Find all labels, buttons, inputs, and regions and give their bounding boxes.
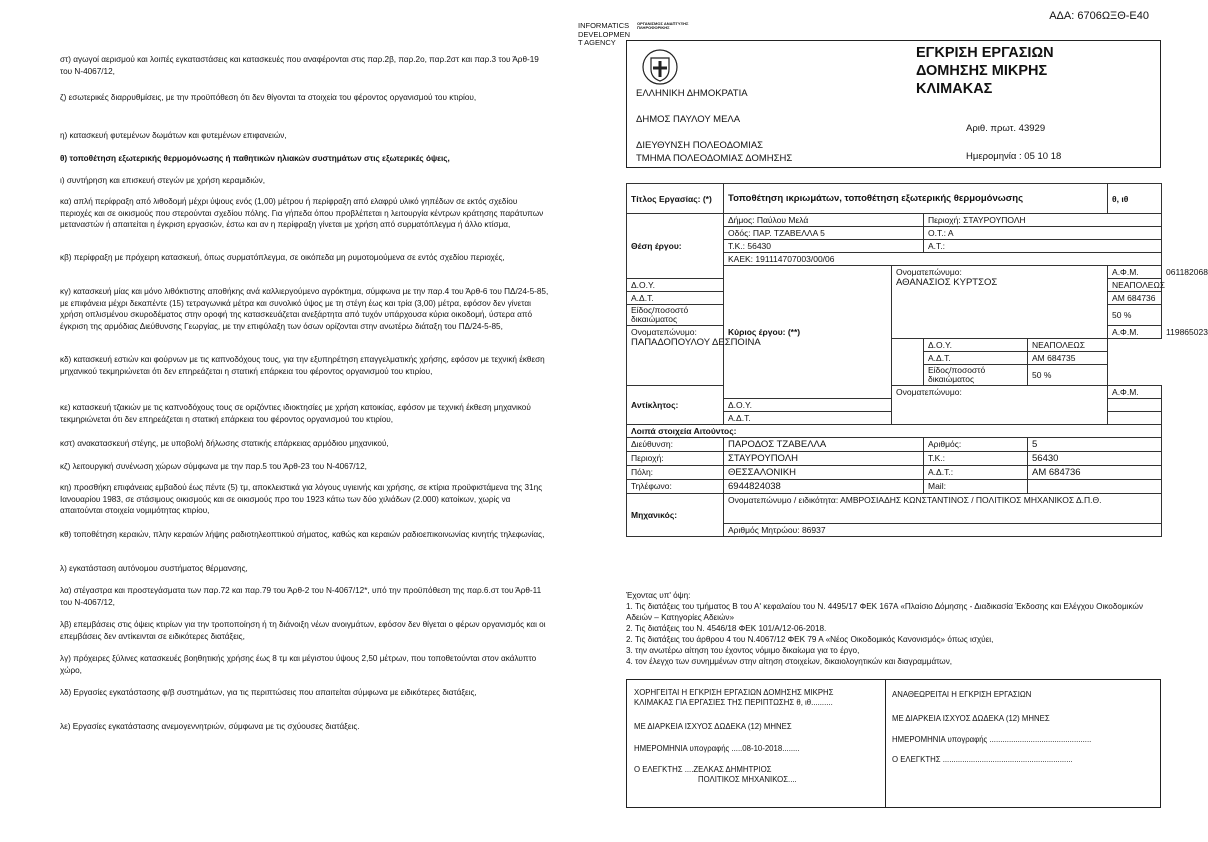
permitted-work-item: κδ) κατασκευή εστιών και φούρνων με τις καπνοδόχους τους, για την εξυπηρέτηση επαγγελματικής χρήσης, εφόσον με τεχνική έκθεση μηχανικού τεκμηριώνεται ότι δεν επηρεάζεται η στατική επάρκεια του φέροντος οργανισμού του κτιρίου, (60, 355, 545, 376)
logo-line: INFORMATICS (578, 21, 630, 30)
phone-label: Τηλέφωνο: (627, 480, 724, 494)
owner2-share: 50 % (1028, 365, 1108, 386)
municipality-cell: Δήμος: Παύλου Μελά (724, 214, 924, 227)
representative-label: Αντίκλητος: (627, 386, 724, 425)
engineer-name: Ονοματεπώνυμο / ειδικότητα: ΑΜΒΡΟΣΙΑΔΗΣ ΚΩΝΣΤΑΝΤΙΝΟΣ / ΠΟΛΙΤΙΚΟΣ ΜΗΧΑΝΙΚΟΣ Δ.Π.Θ. (724, 494, 1162, 524)
at-cell: Α.Τ.: (924, 240, 1162, 253)
area-cell: Περιοχή: ΣΤΑΥΡΟΥΠΟΛΗ (924, 214, 1162, 227)
revision-text: ΑΝΑΘΕΩΡΕΙΤΑΙ Η ΕΓΚΡΙΣΗ ΕΡΓΑΣΙΩΝ (892, 690, 1032, 699)
mail-value (1028, 480, 1162, 494)
permitted-work-item: λγ) πρόχειρες ξύλινες κατασκευές βοηθητικής χρήσης έως 8 τμ και μέγιστου ύψους 2,50 μέτρων, που τοποθετούνται στον ακάλυπτο χώρο, (60, 654, 537, 675)
city-value: ΘΕΣΣΑΛΟΝΙΚΗ (724, 466, 924, 480)
note-line: 4. τον έλεγχο των συνημμένων στην αίτηση στοιχείων, δικαιολογητικών και διαγραμμάτων, (626, 657, 953, 666)
owner2-name-label: Ονοματεπώνυμο: (631, 327, 697, 337)
owner2-doy-label: Δ.Ο.Υ. (924, 339, 1028, 352)
revision-inspector: Ο ΕΛΕΓΚΤΗΣ ............................................................ (892, 755, 1073, 764)
permitted-work-item: λδ) Εργασίες εγκατάστασης φ/β συστημάτων, για τις περιπτώσεις που απαιτείται σύμφωνα με ειδικότερες διατάξεις, (60, 688, 477, 697)
number-value: 5 (1028, 438, 1162, 452)
permitted-work-item: κε) κατασκευή τζακιών με τις καπνοδόχους τους σε οριζόντιες ιδιοκτησίες με χρήση κατοικίας, εφόσον με τεχνική έκθεση μηχανικού τεκμηριώνεται ότι δεν επηρεάζεται η στατική επάρκεια του φέροντος οργανισμού του κτιρίου, (60, 403, 531, 424)
title-value: Τοποθέτηση ικριωμάτων, τοποθέτηση εξωτερικής θερμομόνωσης (724, 184, 1108, 214)
owner2-doy: ΝΕΑΠΟΛΕΩΣ (1028, 339, 1108, 352)
owner1-adt-label: Α.Δ.Τ. (627, 292, 724, 305)
adt2-value: ΑΜ 684736 (1028, 466, 1162, 480)
note-line: 3. την ανωτέρω αίτηση του έχοντος νόμιμο δικαίωμα για το έργο, (626, 646, 860, 655)
rep-doy-value (1108, 399, 1162, 412)
rep-doy-label: Δ.Ο.Υ. (724, 399, 892, 412)
permitted-work-item: λα) στέγαστρα και προστεγάσματα των παρ.72 και παρ.79 του Άρθ-2 του Ν-4067/12*, υπό την προϋπόθεση της παρ.6.στ του Άρθ-11 του Ν-4067/12, (60, 586, 542, 607)
tk-label: Τ.Κ.: (924, 452, 1028, 466)
greek-emblem-icon (640, 48, 680, 86)
owner2-adt: ΑΜ 684735 (1028, 352, 1108, 365)
city-label: Πόλη: (627, 466, 724, 480)
approval-inspector-title: ΠΟΛΙΤΙΚΟΣ ΜΗΧΑΝΙΚΟΣ.... (698, 775, 797, 784)
owner-label: Κύριος έργου: (**) (724, 266, 892, 399)
department-label: ΤΜΗΜΑ ΠΟΛΕΟΔΟΜΙΑΣ ΔΟΜΗΣΗΣ (636, 153, 793, 164)
title-line: ΕΓΚΡΙΣΗ ΕΡΓΑΣΙΩΝ (916, 45, 1054, 61)
permitted-work-item: στ) αγωγοί αερισμού και λοιπές εγκαταστάσεις και κατασκευές που αναφέρονται στις παρ.2β, παρ.2ο, παρ.2στ και παρ.3 του Άρθ-19 του Ν-4067/12, (60, 55, 539, 76)
municipality-label: ΔΗΜΟΣ ΠΑΥΛΟΥ ΜΕΛΑ (636, 114, 741, 125)
other-info-label: Λοιπά στοιχεία Αιτούντος: (627, 425, 1162, 438)
application-table: Τίτλος Εργασίας: (*) Τοποθέτηση ικριωμάτων, τοποθέτηση εξωτερικής θερμομόνωσης θ, ιθ Θέση έργου: Δήμος: Παύλου Μελά Περιοχή: ΣΤΑΥΡΟΥΠΟΛΗ Οδός: ΠΑΡ. ΤΖΑΒΕΛΛΑ 5 Ο.Τ.: Α Τ.Κ.: 56430 Α.Τ.: ΚΑΕΚ: 191114707003/00/06 Κύριος έργου: (**) Ονοματεπώνυμο: ΑΘΑΝΑΣΙΟΣ ΚΥΡΤΣΟΣ Α.Φ.Μ. 061182068 Δ.Ο.Υ. ΝΕΑΠΟΛΕΩΣ Α.Δ.Τ. ΑΜ 684736 Είδος/ποσοστό δικαιώματος 50 % Ονοματεπώνυμο: ΠΑΠΑΔΟΠΟΥΛΟΥ ΔΕΣΠΟΙΝΑ Α.Φ.Μ. 119865023 Δ.Ο.Υ. ΝΕΑΠΟΛΕΩΣ Α.Δ.Τ. ΑΜ 684735 Είδος/ποσοστό δικαιώματος 50 % Αντίκλητος: Ονοματεπώνυμο: Α.Φ.Μ. Δ.Ο.Υ. Α.Δ.Τ. Λοιπά στοιχεία Αιτούντος: Διεύθυνση: ΠΑΡΟΔΟΣ ΤΖΑΒΕΛΛΑ Αριθμός: 5 Περιοχή: ΣΤΑΥΡΟΥΠΟΛΗ Τ.Κ.: 56430 Πόλη: ΘΕΣΣΑΛΟΝΙΚΗ Α.Δ.Τ.: ΑΜ 684736 Τηλέφωνο: 6944824038 Mail: Μηχανικός: Ονοματεπώνυμο / ειδικότητα: ΑΜΒΡΟΣΙΑΔΗΣ ΚΩΝΣΤΑΝΤΙΝΟΣ / ΠΟΛΙΤΙΚΟΣ ΜΗΧΑΝΙΚΟΣ Δ.Π.Θ. Αριθμός Μητρώου: 86937 (626, 183, 1162, 537)
owner1-share-label: Είδος/ποσοστό δικαιώματος (627, 305, 724, 326)
permitted-work-item: κγ) κατασκευή μίας και μόνο λιθόκτιστης αποθήκης ανά καλλιεργούμενο αγρόκτημα, σύμφωνα με την παρ.4 του Άρθ-6 του ΠΔ/24-5-85, με επιφάνεια μέχρι δεκαπέντε (15) τετραγωνικά μέτρα και συνολικό ύψος με τη στέγη έως και τρία (3,00) μέτρα, εφόσον δεν γίνεται χρήση οπλισμένου σκυροδέματος στην οροφή της κατασκευάζεται ανεξάρτητα από τυχόν υπάρχουσα κύρια οικοδομή, ύστερα από έγκριση της αρμόδιας Διεύθυνσης Γεωργίας, με την επιφύλαξη των όσων ορίζονται στην ανωτέρω διάταξη του ΠΔ/24-5-85, (60, 287, 549, 331)
address-value: ΠΑΡΟΔΟΣ ΤΖΑΒΕΛΛΑ (724, 438, 924, 452)
permitted-work-item: κα) απλή περίφραξη από λιθοδομή μέχρι ύψους ενός (1,00) μέτρου ή περίφραξη από ελαφρύ υλικό γηπέδων σε εκτός σχεδίου περιοχές και σε οικισμούς που στερούνται σχεδίου πόλης. Για γήπεδα όπου προβλέπεται η λειτουργία κέντρων κράτησης παράτυπων μεταναστών ή απαιτείται η έγκριση εργασιών, έστω και αν η περίφραξη γίνεται με χρήση από συρματόπλεγμα ή άλλο κτίσμα, (60, 197, 544, 229)
address-label: Διεύθυνση: (627, 438, 724, 452)
owner1-adt: ΑΜ 684736 (1108, 292, 1162, 305)
logo-text (578, 22, 630, 48)
permitted-work-item: κζ) λειτουργική συνένωση χώρων σύμφωνα με την παρ.5 του Άρθ-23 του Ν-4067/12, (60, 462, 367, 471)
permitted-work-item: κβ) περίφραξη με πρόχειρη κατασκευή, όπως συρματόπλεγμα, σε οικόπεδα μη ρυμοτομούμενα σε εντός σχεδίου περιοχές, (60, 253, 505, 262)
title-label: Τίτλος Εργασίας: (*) (627, 184, 724, 214)
permitted-work-item: λβ) επεμβάσεις στις όψεις κτιρίων για την τροποποίηση ή τη διάνοιξη νέων ανοιγμάτων, εφόσον δεν θίγεται ο φέρων οργανισμός και οι επεμβάσεις δεν αντίκεινται σε ειδικότερες διατάξεις, (60, 620, 546, 641)
protocol-number: Αριθ. πρωτ. 43929 (966, 123, 1046, 134)
area-value: ΣΤΑΥΡΟΥΠΟΛΗ (724, 452, 924, 466)
owner1-doy: ΝΕΑΠΟΛΕΩΣ (1108, 279, 1162, 292)
issue-date: Ημερομηνία : 05 10 18 (966, 151, 1062, 162)
kaek-cell: ΚΑΕΚ: 191114707003/00/06 (724, 253, 1162, 266)
approval-duration: ΜΕ ΔΙΑΡΚΕΙΑ ΙΣΧΥΟΣ ΔΩΔΕΚΑ (12) ΜΗΝΕΣ (634, 722, 792, 731)
permitted-work-item: λ) εγκατάσταση αυτόνομου συστήματος θέρμανσης, (60, 564, 248, 573)
owner2-afm-label: Α.Φ.Μ. (1108, 326, 1162, 339)
note-line: 2. Τις διατάξεις του Ν. 4546/18 ΦΕΚ 101/Α/12-06-2018. (626, 624, 827, 633)
signature-divider (885, 679, 886, 808)
rep-adt-value (1108, 412, 1162, 425)
owner1-name: ΑΘΑΝΑΣΙΟΣ ΚΥΡΤΣΟΣ (896, 277, 998, 288)
approval-text: ΧΟΡΗΓΕΙΤΑΙ Η ΕΓΚΡΙΣΗ ΕΡΓΑΣΙΩΝ ΔΟΜΗΣΗΣ ΜΙΚΡΗΣ ΚΛΙΜΑΚΑΣ ΓΙΑ ΕΡΓΑΣΙΕΣ ΤΗΣ ΠΕΡΙΠΤΩΣΗΣ θ, ιθ.......... (634, 688, 834, 707)
title-line: ΔΟΜΗΣΗΣ ΜΙΚΡΗΣ (916, 63, 1048, 79)
direction-label: ΔΙΕΥΘΥΝΣΗ ΠΟΛΕΟΔΟΜΙΑΣ (636, 140, 764, 151)
owner1-name-label: Ονοματεπώνυμο: (896, 267, 962, 277)
republic-label: ΕΛΛΗΝΙΚΗ ΔΗΜΟΚΡΑΤΙΑ (636, 88, 748, 99)
permitted-work-item: ζ) εσωτερικές διαρρυθμίσεις, με την προϋπόθεση ότι δεν θίγονται τα στοιχεία του φέροντος οργανισμού του κτιρίου, (60, 93, 477, 102)
permitted-work-item: κη) προσθήκη επιφάνειας εμβαδού έως πέντε (5) τμ, αποκλειστικά για λόγους υγιεινής και χρήσης, σε κτίρια προϋφιστάμενα της 31ης Ιανουαρίου 1983, σε στάσιμους οικισμούς και σε οικισμούς προ του 1923 κάτω των δύο χιλιάδων (2.000) κατοίκων, χωρίς να απαιτούνται στοιχεία νομιμότητας κτιρίου, (60, 483, 543, 515)
location-label: Θέση έργου: (627, 214, 724, 279)
rep-afm-label: Α.Φ.Μ. (1108, 386, 1162, 399)
approval-date: ΗΜΕΡΟΜΗΝΙΑ υπογραφής .....08-10-2018........ (634, 744, 800, 753)
permitted-work-item: ι) συντήρηση και επισκευή στεγών με χρήση κεραμιδιών, (60, 176, 265, 185)
document-title (916, 44, 1054, 98)
ot-cell: Ο.Τ.: Α (924, 227, 1162, 240)
adt2-label: Α.Δ.Τ.: (924, 466, 1028, 480)
title-line: ΚΛΙΜΑΚΑΣ (916, 81, 993, 97)
note-line: 2. Τις διατάξεις του άρθρου 4 του Ν.4067/12 ΦΕΚ 79 Α «Νέος Οικοδομικός Κανονισμός» όπως ισχύει, (626, 635, 994, 644)
ada-code: ΑΔΑ: 6706ΩΞΘ-Ε40 (1049, 10, 1149, 22)
rep-name-label: Ονοματεπώνυμο: (892, 386, 1108, 425)
approval-inspector: Ο ΕΛΕΓΚΤΗΣ ....ΖΕΛΚΑΣ ΔΗΜΗΤΡΙΟΣ (634, 765, 772, 774)
owner2-adt-label: Α.Δ.Τ. (924, 352, 1028, 365)
owner1-afm-label: Α.Φ.Μ. (1108, 266, 1162, 279)
permitted-work-item: η) κατασκευή φυτεμένων δωμάτων και φυτεμένων επιφανειών, (60, 131, 287, 140)
note-line: 1. Τις διατάξεις του τμήματος Β του Α' κεφαλαίου του Ν. 4495/17 ΦΕΚ 167Α «Πλαίσιο Δόμησης - Διαδικασία Έκδοσης και Ελέγχου Οικοδομικών Αδειών – Κατηγορίες Αδειών» (626, 602, 1143, 622)
owner1-doy-label: Δ.Ο.Υ. (627, 279, 724, 292)
owner1-share: 50 % (1108, 305, 1162, 326)
notes-list (626, 590, 1161, 667)
logo-line: T AGENCY (578, 38, 616, 47)
mail-label: Mail: (924, 480, 1028, 494)
street-cell: Οδός: ΠΑΡ. ΤΖΑΒΕΛΛΑ 5 (724, 227, 924, 240)
engineer-label: Μηχανικός: (627, 494, 724, 537)
logo-small-text: ΟΡΓΑΝΙΣΜΟΣ ΑΝΑΠΤΥΞΗΣ ΠΛΗΡΟΦΟΡΙΚΗΣ (637, 21, 689, 31)
owner1-cell (892, 266, 1108, 339)
permitted-work-item: λε) Εργασίες εγκατάστασης ανεμογεννητριών, σύμφωνα με τις σχύουσες διατάξεις. (60, 722, 360, 731)
note-line: Έχοντας υπ' όψη: (626, 591, 691, 600)
engineer-registry: Αριθμός Μητρώου: 86937 (724, 524, 1162, 537)
revision-duration: ΜΕ ΔΙΑΡΚΕΙΑ ΙΣΧΥΟΣ ΔΩΔΕΚΑ (12) ΜΗΝΕΣ (892, 714, 1050, 723)
area-label: Περιοχή: (627, 452, 724, 466)
permitted-work-item: θ) τοποθέτηση εξωτερικής θερμομόνωσης ή παθητικών ηλιακών συστημάτων στις εξωτερικές όψεις, (60, 154, 450, 163)
revision-date: ΗΜΕΡΟΜΗΝΙΑ υπογραφής ............................................... (892, 735, 1092, 744)
phone-value: 6944824038 (724, 480, 924, 494)
logo-line: DEVELOPMEN (578, 29, 631, 39)
owner2-share-label: Είδος/ποσοστό δικαιώματος (924, 365, 1028, 386)
title-code: θ, ιθ (1108, 184, 1162, 214)
rep-adt-label: Α.Δ.Τ. (724, 412, 892, 425)
number-label: Αριθμός: (924, 438, 1028, 452)
tk-value: 56430 (1028, 452, 1162, 466)
postcode-cell: Τ.Κ.: 56430 (724, 240, 924, 253)
owner2-name: ΠΑΠΑΔΟΠΟΥΛΟΥ ΔΕΣΠΟΙΝΑ (631, 337, 761, 348)
permitted-work-item: κθ) τοποθέτηση κεραιών, πλην κεραιών λήψης ραδιοτηλεοπτικού σήματος, καθώς και κεραιών ραδιοεπικοινωνίας κινητής τηλεφωνίας, (60, 530, 545, 539)
permitted-work-item: κστ) ανακατασκευή στέγης, με υποβολή δήλωσης στατικής επάρκειας αρμόδιου μηχανικού, (60, 439, 389, 448)
